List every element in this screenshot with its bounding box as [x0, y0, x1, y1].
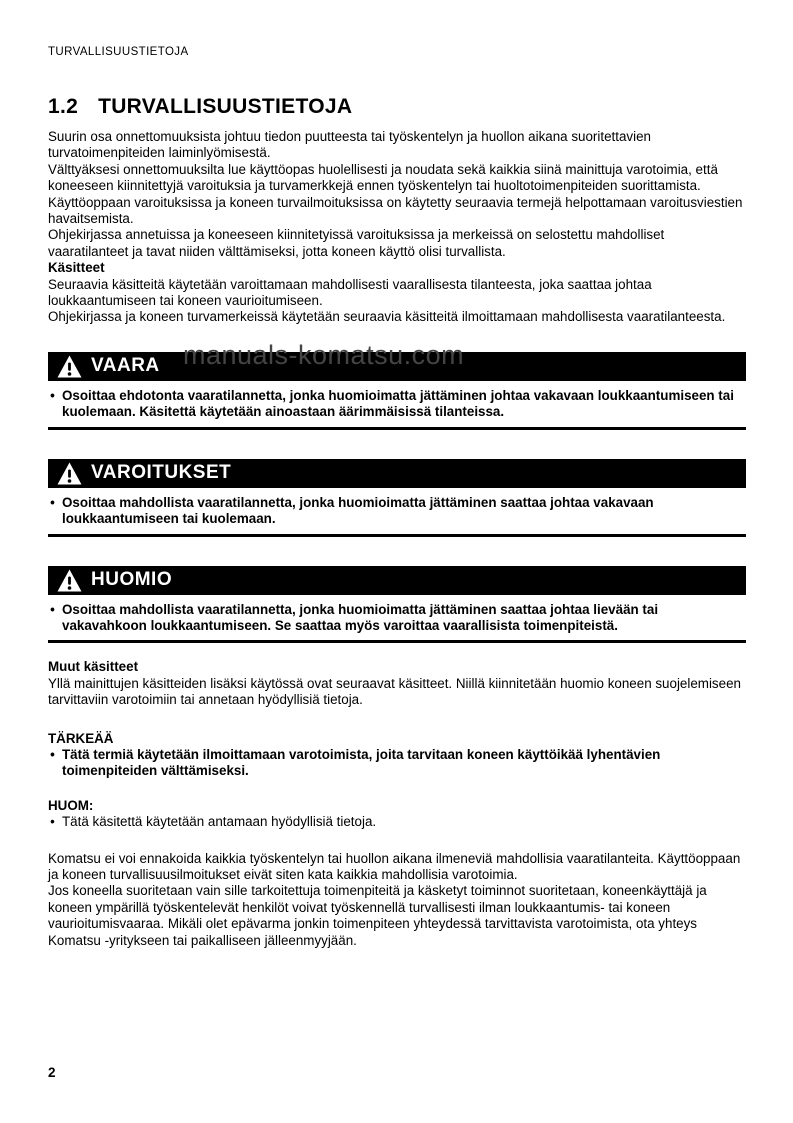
divider — [48, 640, 746, 643]
bullet-icon — [48, 388, 57, 421]
important-text: • Tätä termiä käytetään ilmoittamaan varotoimista, joita tarvitaan koneen käyttöikää lyhentävien toimenpiteiden välttämiseksi. — [48, 747, 746, 780]
section-number: 1.2 — [48, 95, 79, 118]
caution-text: • Osoittaa mahdollista vaaratilannetta, jonka huomioimatta jättäminen saattaa johtaa lievään tai vakavahkoon loukkaantumiseen. Se saattaa myös varoittaa vaarallisista toimenpiteistä. — [48, 602, 746, 635]
other-terms-section — [48, 659, 746, 708]
paragraph: Suurin osa onnettomuuksista johtuu tiedon puutteesta tai työskentelyn ja huollon aikana suoritettavien turvatoimenpiteiden laiminlyömisestä. — [48, 129, 651, 161]
bullet-icon — [48, 814, 57, 830]
kasitteet-heading: Käsitteet — [48, 260, 105, 276]
warning-triangle-icon — [57, 569, 82, 592]
closing-paragraphs — [48, 851, 746, 949]
warning-text: • Osoittaa mahdollista vaaratilannetta, jonka huomioimatta jättäminen saattaa johtaa vakavaan loukkaantumiseen tai kuolemaan. — [48, 495, 746, 528]
danger-block — [48, 352, 746, 430]
other-terms-heading: Muut käsitteet — [48, 659, 139, 675]
caution-title-bar — [48, 566, 746, 595]
note-section — [48, 798, 746, 831]
warning-triangle-icon — [57, 462, 82, 485]
watermark: manuals-komatsu.com — [183, 340, 465, 370]
caution-label: HUOMIO — [91, 569, 173, 590]
note-text: • Tätä käsitettä käytetään antamaan hyödyllisiä tietoja. — [48, 814, 746, 830]
divider — [48, 534, 746, 537]
bullet-icon — [48, 747, 57, 780]
page-number: 2 — [48, 1065, 56, 1080]
important-section — [48, 731, 746, 780]
section-title — [48, 95, 746, 119]
important-heading: TÄRKEÄÄ — [48, 730, 114, 746]
section-title-text: TURVALLISUUSTIETOJA — [98, 95, 353, 118]
paragraph: Yllä mainittujen käsitteiden lisäksi käytössä ovat seuraavat käsitteet. Niillä kiinnitetään huomio koneen suojelemiseen tarvittaviin varotoimiin tai annetaan hyödyllisiä tietoja. — [48, 675, 741, 708]
paragraph: Käyttöoppaan varoituksissa ja koneen turvailmoituksissa on käytetty seuraavia termejä helpottamaan varoitusviestien havaitsemista. — [48, 194, 743, 227]
caution-block — [48, 566, 746, 644]
paragraph: Ohjekirjassa ja koneen turvamerkeissä käytetään seuraavia käsitteitä ilmoittamaan mahdollisesta vaaratilanteesta. — [48, 309, 726, 325]
danger-title-bar — [48, 352, 746, 381]
running-header: TURVALLISUUSTIETOJA — [48, 46, 189, 58]
paragraph: Välttyäksesi onnettomuuksilta lue käyttöopas huolellisesti ja noudata sekä kaikkia siinä mainittuja varotoimia, että koneeseen kiinnitettyjä varoituksia ja turvamerkkejä ennen työskentelyn tai huoltotoimenpiteiden suorittamista. — [48, 161, 718, 194]
danger-text: • Osoittaa ehdotonta vaaratilannetta, jonka huomioimatta jättäminen johtaa vakavaan loukkaantumiseen tai kuolemaan. Käsitettä käytetään ainoastaan äärimmäisissä tilanteissa. — [48, 388, 746, 421]
bullet-icon — [48, 602, 57, 635]
bullet-icon — [48, 495, 57, 528]
paragraph: Ohjekirjassa annetuissa ja koneeseen kiinnitetyissä varoituksissa ja merkeissä on selostettu mahdolliset vaaratilanteet ja tavat niiden välttämiseksi, jotta koneen käyttö olisi turvallista. — [48, 227, 665, 259]
note-heading: HUOM: — [48, 797, 94, 813]
paragraph: Seuraavia käsitteitä käytetään varoittamaan mahdollisesti vaarallisesta tilanteesta, joka saattaa johtaa loukkaantumiseen tai koneen vaurioitumiseen. — [48, 276, 652, 309]
danger-label: VAARA — [91, 355, 160, 377]
intro-paragraphs — [48, 129, 746, 260]
divider — [48, 427, 746, 430]
paragraph: Komatsu ei voi ennakoida kaikkia työskentelyn tai huollon aikana ilmeneviä mahdollisia vaaratilanteita. Käyttöoppaan ja koneen turvallisuusilmoitukset eivät siten kata kaikkia mahdollisia varotoimia. — [48, 850, 741, 882]
warning-title-bar — [48, 459, 746, 488]
warning-label: VAROITUKSET — [91, 462, 232, 484]
warning-triangle-icon — [57, 355, 82, 378]
paragraph: Jos koneella suoritetaan vain sille tarkoitettuja toimenpiteitä ja käsketyt toiminnot suoritetaan, koneenkäyttäjä ja koneen ympärillä työskentelevät henkilöt voivat työskennellä turvallisesti ilman loukkaantumis- tai koneen vaurioitumisvaaraa. Mikäli olet epävarma jonkin toimenpiteen yhteydessä tarvittavista varotoimista, ota yhteys Komatsu -yritykseen tai paikalliseen jälleenmyyjään. — [48, 883, 707, 948]
warning-block — [48, 459, 746, 537]
